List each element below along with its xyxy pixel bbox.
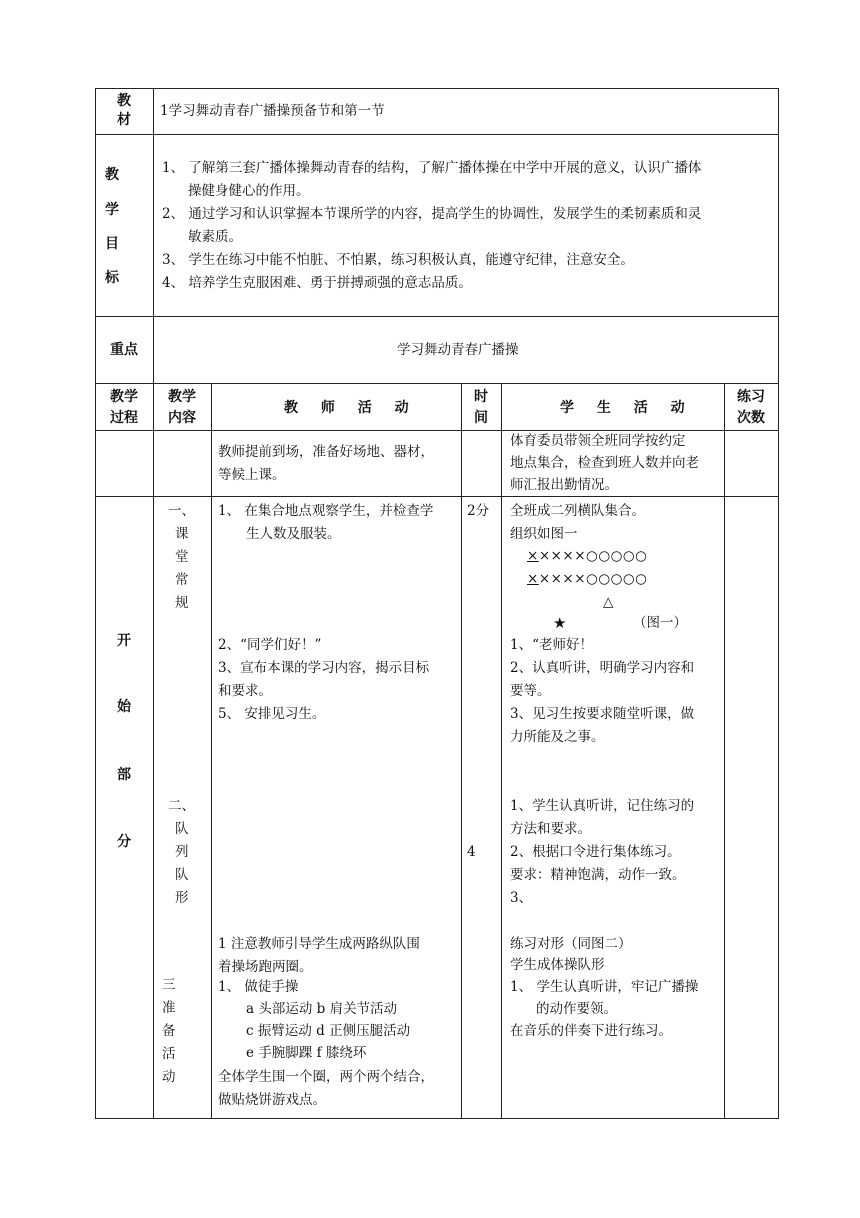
column-header-teacher: 教 师 活 动: [284, 400, 409, 416]
objective-line: 1、 了解第三套广播体操舞动青春的结构，了解广播体操在中学中开展的意义，认识广播体: [162, 160, 702, 176]
formation-caption: （图一）: [633, 615, 687, 631]
textbook-content: 1学习舞动青春广播操预备节和第一节: [160, 103, 385, 119]
time-formation: 4: [467, 844, 476, 860]
objective-line: 操健身健心的作用。: [188, 183, 310, 199]
objective-line: 敏素质。: [188, 229, 242, 245]
formation-row: ×××××○○○○○: [527, 548, 648, 564]
objective-line: 2、 通过学习和认识掌握本节课所学的内容，提高学生的协调性，发展学生的柔韧素质和灵: [162, 206, 702, 222]
textbook-label: 教 材: [117, 93, 131, 128]
star-icon: ★: [553, 614, 567, 632]
formation-row: ×××××○○○○○: [527, 571, 648, 587]
key-content: 学习舞动青春广播操: [397, 342, 519, 358]
key-label: 重点: [110, 342, 138, 358]
objective-line: 4、 培养学生克服困难、勇于拼搏顽强的意志品质。: [162, 275, 472, 291]
time-routine: 2分: [467, 503, 490, 519]
triangle-icon: △: [603, 594, 614, 610]
lesson-plan-page: 教 材 1学习舞动青春广播操预备节和第一节 教 学 目 标 1、 了解第三套广播体操舞动青春的结构，了解广播体操在中学中开展的意义，认识广播体 操健身健心的作用。 2、 通过学习和认识掌握本节课所学的内容，提高学生的协调性，发展学生的柔韧素质和灵 敏素质。 3、 学生在练习中能不怕脏、不怕累，练习积极认真，能遵守纪律，注意安全。 4、 培养学生克服困难、勇于拼搏顽强的意志品质。 重点 学习舞动青春广播操 教学 过程 教学 内容 教 师 活 动 时 间 学 生 活 动 练习 次数 教师提前到场，准备好场地、器材， 等候上课。 体育委员带领全班同学按约定 地点集合，检查到班人数并向老 师汇报出勤情况。 开 始 部 分 一、 课 堂 常 规 二、 队 列 队 形 三 准 备 活 动 1、 在集合地点观察学生，并检查学 生人数及服装。 2、“同学们好！” 3、宣布本课的学习内容，揭示目标 和要求。 5、 安排见习生。 1 注意教师引导学生成两路纵队围 着操场跑两圈。 1、 做徒手操 a 头部运动 b 肩关节活动 c 振臂运动 d 正侧压腿活动 e 手腕脚踝 f 膝绕环 全体学生围一个圈，两个两个结合， 做贴烧饼游戏点。 2分 4 全班成二列横队集合。 组织如图一 ×××××○○○○○ ×××××○○○○○ △ ★ （图一） 1、“老师好！ 2、认真听讲，明确学习内容和 要等。 3、见习生按要求随堂听课，做 力所能及之事。 1、学生认真听讲，记住练习的 方法和要求。 2、根据口令进行集体练习。 要求：精神饱满，动作一致。 3、 练习对形（同图二） 学生成体操队形 1、 学生认真听讲，牢记广播操 的动作要领。 在音乐的伴奏下进行练习。: [0, 0, 860, 1218]
objective-line: 3、 学生在练习中能不怕脏、不怕累，练习积极认真，能遵守纪律，注意安全。: [162, 252, 634, 268]
column-header-student: 学 生 活 动: [560, 400, 685, 416]
